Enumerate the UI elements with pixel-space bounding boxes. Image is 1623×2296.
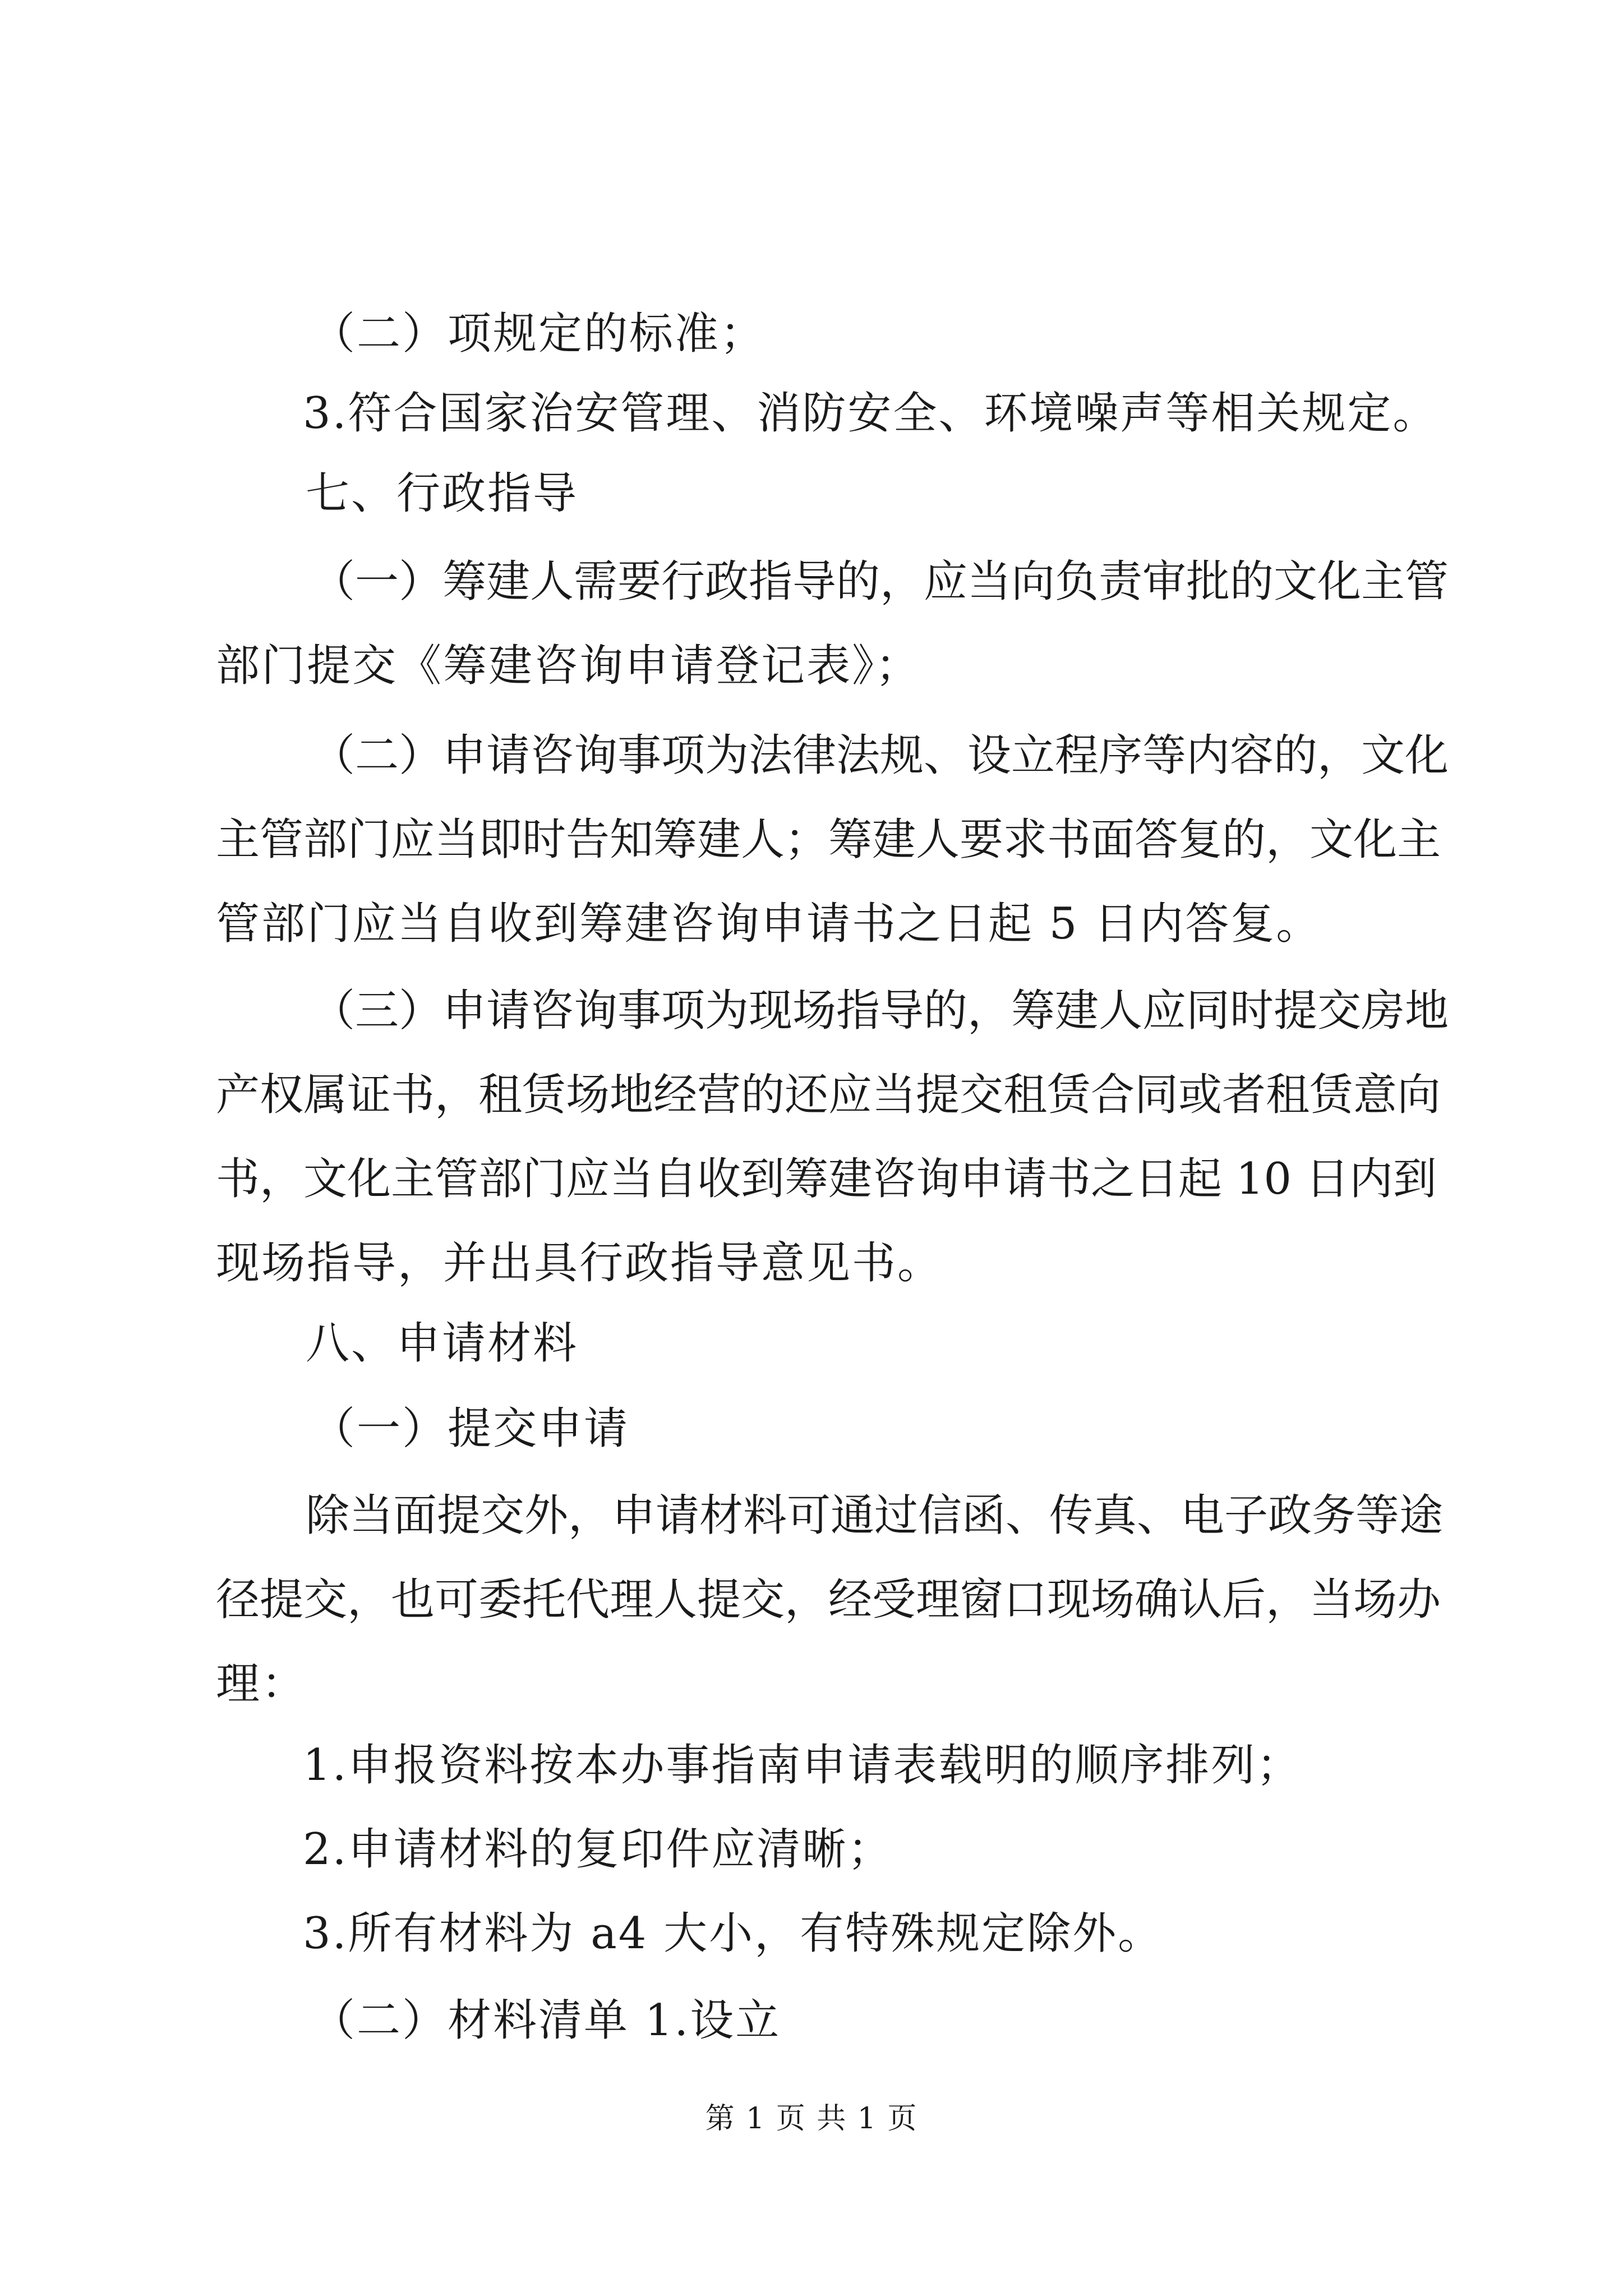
text-line: 产权属证书，租赁场地经营的还应当提交租赁合同或者租赁意向	[216, 1070, 1441, 1120]
text-line: （二）申请咨询事项为法律法规、设立程序等内容的，文化	[311, 730, 1449, 781]
text-line: 径提交，也可委托代理人提交，经受理窗口现场确认后，当场办	[216, 1575, 1441, 1625]
text-line: （二）材料清单 1.设立	[311, 1995, 781, 2046]
text-line: 3.符合国家治安管理、消防安全、环境噪声等相关规定。	[303, 388, 1438, 439]
text-line: 部门提交《筹建咨询申请登记表》；	[216, 641, 921, 691]
text-line: 管部门应当自收到筹建咨询申请书之日起 5 日内答复。	[216, 899, 1322, 949]
text-line: 现场指导，并出具行政指导意见书。	[216, 1238, 943, 1289]
text-line: 主管部门应当即时告知筹建人；筹建人要求书面答复的，文化主	[216, 815, 1441, 865]
section-heading: 八、申请材料	[306, 1318, 579, 1369]
text-line: （二）项规定的标准；	[311, 309, 766, 359]
text-line: 除当面提交外，申请材料可通过信函、传真、电子政务等途	[306, 1490, 1444, 1541]
section-heading: 七、行政指导	[306, 468, 579, 519]
text-line: （一）筹建人需要行政指导的，应当向负责审批的文化主管	[311, 556, 1449, 607]
text-line: 1.申报资料按本办事指南申请表载明的顺序排列；	[303, 1740, 1302, 1791]
text-line: 理：	[216, 1659, 307, 1709]
text-line: （三）申请咨询事项为现场指导的，筹建人应同时提交房地	[311, 986, 1449, 1036]
page-footer: 第 1 页 共 1 页	[705, 2102, 918, 2136]
text-line: 3.所有材料为 a4 大小，有特殊规定除外。	[303, 1908, 1164, 1959]
text-line: 2.申请材料的复印件应清晰；	[303, 1824, 893, 1875]
text-line: 书，文化主管部门应当自收到筹建咨询申请书之日起 10 日内到	[216, 1154, 1437, 1204]
text-line: （一）提交申请	[311, 1404, 630, 1454]
